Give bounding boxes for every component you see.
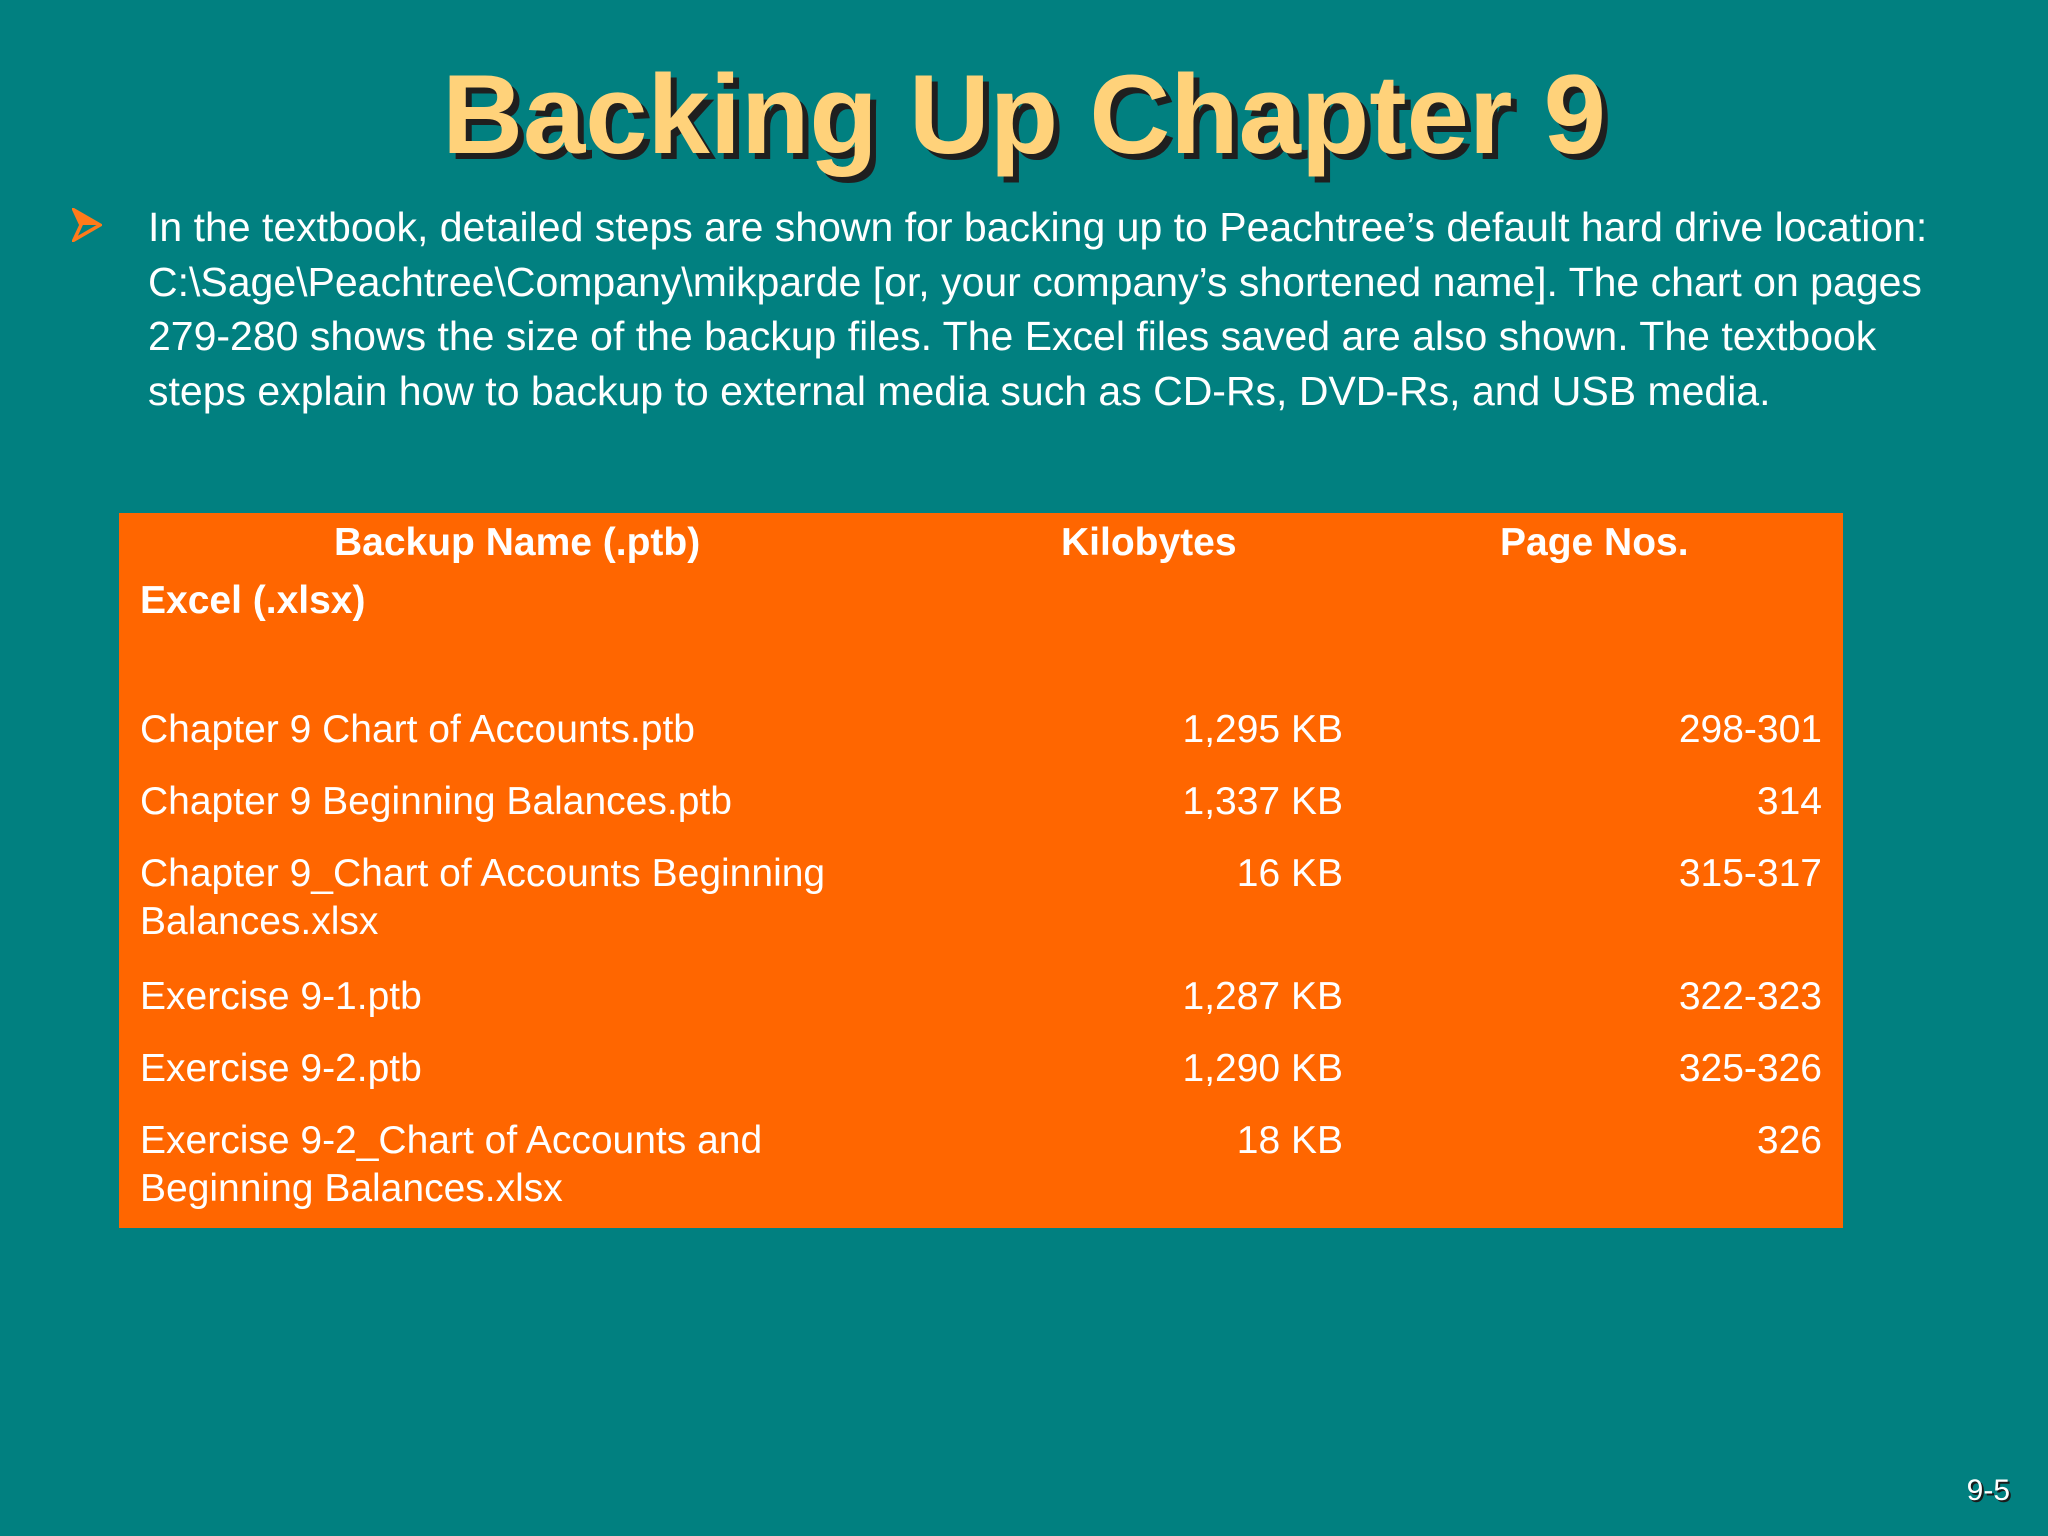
page-numbers: 314 — [1756, 780, 1822, 823]
file-size: 1,337 KB — [1182, 780, 1343, 823]
file-name-continued: Beginning Balances.xlsx — [140, 1167, 563, 1210]
file-name: Chapter 9 Chart of Accounts.ptb — [140, 708, 695, 751]
table-row — [140, 706, 940, 754]
file-size: 1,287 KB — [1182, 975, 1343, 1018]
page-numbers: 326 — [1756, 1119, 1822, 1162]
header-excel: Excel (.xlsx) — [140, 579, 366, 622]
bullet-text: In the textbook, detailed steps are shown for backing up to Peachtree’s default hard drive location: C:\Sage\Peachtree\Company\mikparde [or, your company’s shortened name]. The chart on pages 279-280 shows the size of the backup files. The Excel files saved are also shown. The textbook steps explain how to backup to external media such as CD-Rs, DVD-Rs, and USB media. — [148, 204, 1928, 414]
slide-number: 9-5 — [1966, 1474, 2010, 1507]
file-name-continued: Balances.xlsx — [140, 900, 379, 943]
table-row — [140, 778, 940, 826]
file-size: 1,290 KB — [1182, 1047, 1343, 1090]
table-row — [140, 1045, 940, 1093]
arrowhead-bullet-icon — [72, 208, 102, 242]
table-row — [140, 850, 940, 946]
page-numbers: 325-326 — [1678, 1047, 1822, 1090]
table-row — [140, 973, 940, 1021]
backup-files-table — [119, 513, 1843, 1228]
file-size: 18 KB — [1236, 1119, 1343, 1162]
page-numbers: 322-323 — [1678, 975, 1822, 1018]
file-name: Exercise 9-1.ptb — [140, 975, 422, 1018]
page-numbers: 315-317 — [1678, 852, 1822, 895]
table-row — [140, 1117, 940, 1213]
file-size: 16 KB — [1236, 852, 1343, 895]
header-kilobytes: Kilobytes — [1061, 521, 1237, 564]
header-backup-name: Backup Name (.ptb) — [334, 521, 701, 564]
slide-title: Backing Up Chapter 9 — [442, 52, 1606, 177]
file-name: Exercise 9-2_Chart of Accounts and — [140, 1119, 763, 1162]
file-name: Exercise 9-2.ptb — [140, 1047, 422, 1090]
file-name: Chapter 9 Beginning Balances.ptb — [140, 780, 732, 823]
file-name: Chapter 9_Chart of Accounts Beginning — [140, 852, 826, 895]
page-numbers: 298-301 — [1678, 708, 1822, 751]
file-size: 1,295 KB — [1182, 708, 1343, 751]
header-page-nos: Page Nos. — [1500, 521, 1689, 564]
